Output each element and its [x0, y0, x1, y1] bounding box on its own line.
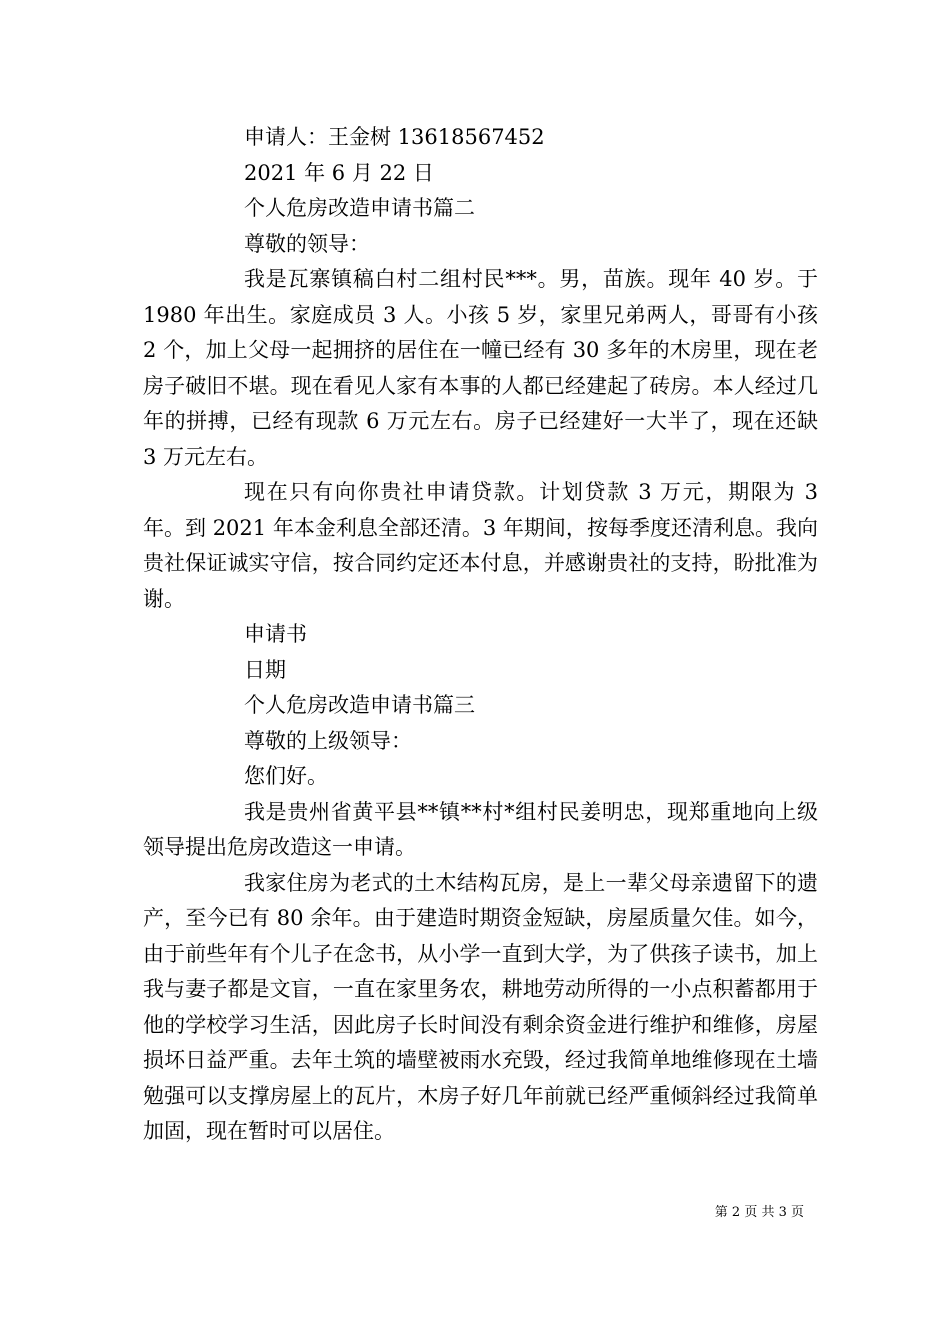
- application-label: 申请书: [244, 622, 307, 646]
- applicant-line: 申请人：王金树 13618567452: [244, 125, 545, 149]
- section-title-2: 个人危房改造申请书篇二: [244, 196, 475, 220]
- greeting-line: 您们好。: [244, 764, 328, 788]
- date-label: 日期: [244, 657, 286, 682]
- salutation-2: 尊敬的领导：: [244, 231, 370, 256]
- section-title-3: 个人危房改造申请书篇三: [244, 693, 475, 717]
- body-paragraph-3: 我是贵州省黄平县**镇**村*组村民姜明忠，现郑重地向上级领导提出危房改造这一申请。: [143, 799, 818, 859]
- body-paragraph-2: 现在只有向你贵社申请贷款。计划贷款 3 万元，期限为 3 年。到 2021 年本金利息全部还清。3 年期间，按每季度还清利息。我向贵社保证诚实守信，按合同约定还本付息，并感谢贵社的支持，盼批准为谢。: [143, 480, 818, 611]
- date-line: 2021 年 6 月 22 日: [244, 160, 434, 185]
- body-paragraph-1: 我是瓦寨镇稿白村二组村民***。男，苗族。现年 40 岁。于 1980 年出生。家庭成员 3 人。小孩 5 岁，家里兄弟两人，哥哥有小孩 2 个，加上父母一起拥挤的居住在一幢已经有 30 多年的木房里，现在老房子破旧不堪。现在看见人家有本事的人都已经建起了砖房。本人经过几年的拼搏，已经有现款 6 万元左右。房子已经建好一大半了，现在还缺 3 万元左右。: [143, 267, 818, 469]
- salutation-3: 尊敬的上级领导：: [244, 728, 412, 753]
- document-body: [143, 120, 818, 1150]
- page-number: 第 2 页 共 3 页: [714, 1205, 804, 1220]
- body-paragraph-4: 我家住房为老式的土木结构瓦房，是上一辈父母亲遗留下的遗产，至今已有 80 余年。由于建造时期资金短缺，房屋质量欠佳。如今，由于前些年有个儿子在念书，从小学一直到大学，为了供孩子读书，加上我与妻子都是文盲，一直在家里务农，耕地劳动所得的一小点积蓄都用于他的学校学习生活，因此房子长时间没有剩余资金进行维护和维修，房屋损坏日益严重。去年土筑的墙壁被雨水充毁，经过我简单地维修现在土墙勉强可以支撑房屋上的瓦片，木房子好几年前就已经严重倾斜经过我简单加固，现在暂时可以居住。: [143, 870, 818, 1143]
